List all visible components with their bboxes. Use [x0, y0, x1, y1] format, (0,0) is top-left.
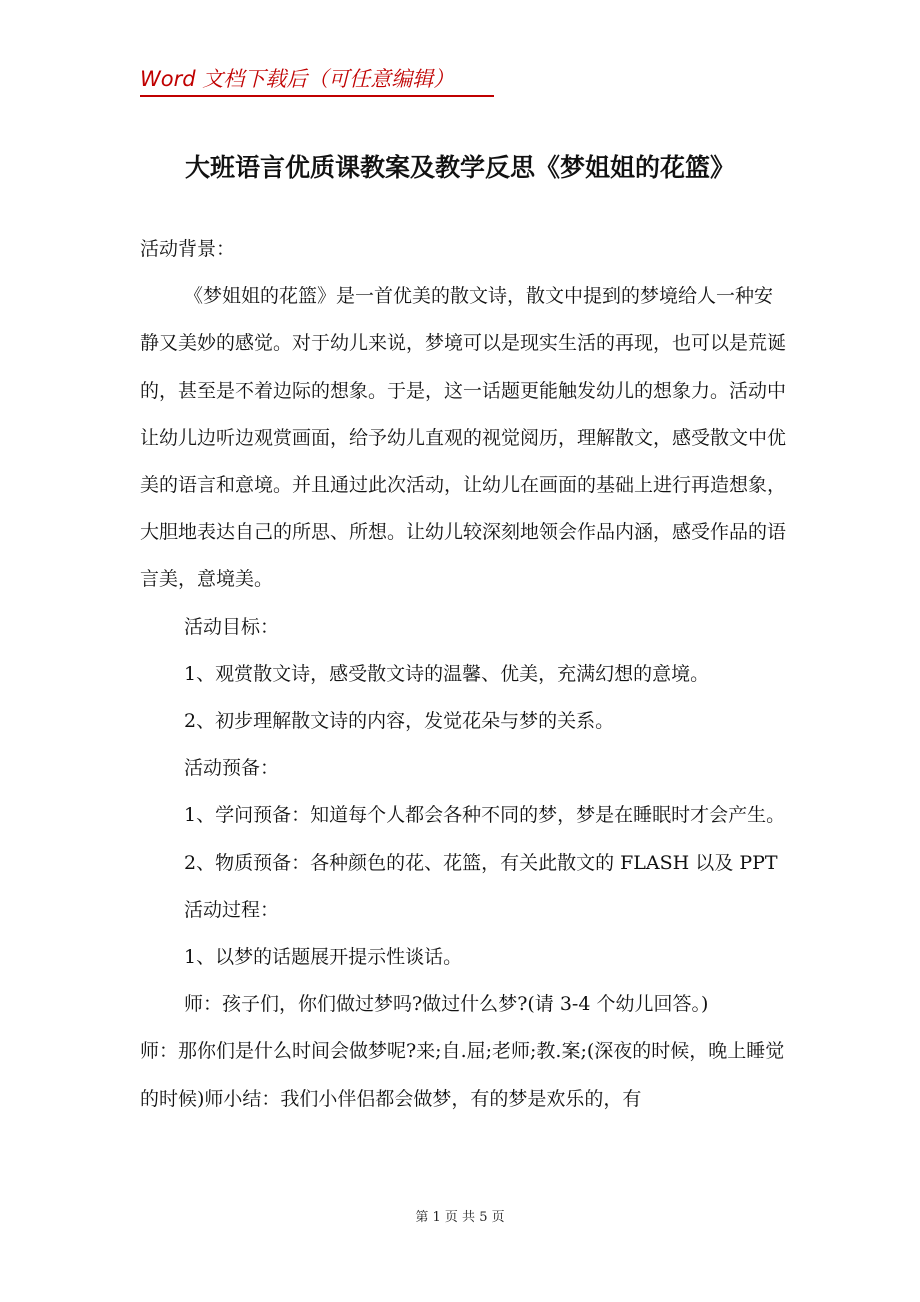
paragraph: 《梦姐姐的花篮》是一首优美的散文诗，散文中提到的梦境给人一种安静又美妙的感觉。对于幼儿来说，梦境可以是现实生活的再现，也可以是荒诞的，甚至是不着边际的想象。于是，这一话题更能触发幼儿的想象力。活动中让幼儿边听边观赏画面，给予幼儿直观的视觉阅历，理解散文，感受散文中优美的语言和意境。并且通过此次活动，让幼儿在画面的基础上进行再造想象，大胆地表达自己的所思、所想。让幼儿较深刻地领会作品内涵，感受作品的语言美，意境美。	[140, 285, 787, 591]
paragraph: 活动背景：	[140, 238, 236, 260]
paragraph: 活动过程：	[184, 898, 280, 921]
paragraph: 1、观赏散文诗，感受散文诗的温馨、优美，充满幻想的意境。	[184, 662, 710, 685]
paragraph: 活动目标：	[184, 615, 280, 638]
paragraph: 师：孩子们，你们做过梦吗?做过什么梦?(请 3-4 个幼儿回答。)	[184, 993, 709, 1016]
page-number: 第 1 页 共 5 页	[415, 1210, 505, 1225]
paragraph: 2、初步理解散文诗的内容，发觉花朵与梦的关系。	[184, 710, 615, 733]
paragraph: 2、物质预备：各种颜色的花、花篮，有关此散文的 FLASH 以及 PPT	[184, 851, 778, 874]
paragraph: 1、以梦的话题展开提示性谈话。	[184, 946, 463, 969]
download-link[interactable]: Word 文档下载后（可任意编辑）	[140, 67, 455, 91]
header-underline	[140, 95, 494, 97]
paragraph: 活动预备：	[184, 757, 280, 780]
document-body	[140, 226, 790, 1123]
paragraph: 师：那你们是什么时间会做梦呢?来;自.屈;老师;教.案;(深夜的时候，晚上睡觉的时候)师小结：我们小伴侣都会做梦，有的梦是欢乐的，有	[140, 1040, 785, 1110]
document-title: 大班语言优质课教案及教学反思《梦姐姐的花篮》	[184, 153, 735, 182]
paragraph: 1、学问预备：知道每个人都会各种不同的梦，梦是在睡眠时才会产生。	[184, 804, 786, 827]
